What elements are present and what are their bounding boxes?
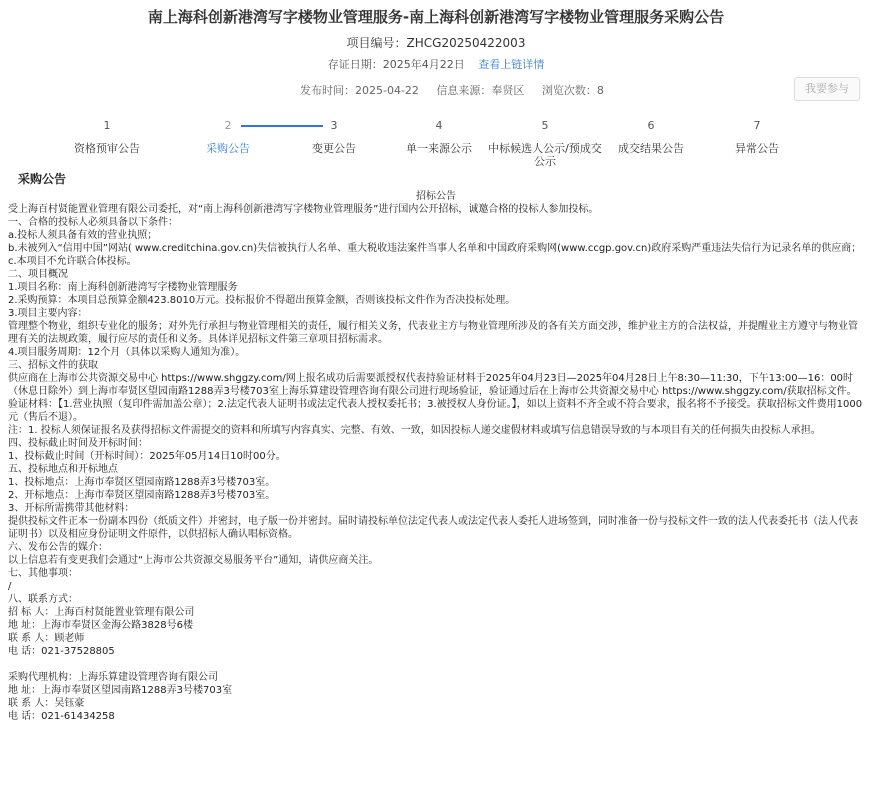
step-6[interactable]: [591, 118, 711, 155]
doc-line: 二、项目概况: [8, 269, 68, 280]
doc-line: 3.项目主要内容：: [8, 308, 88, 319]
doc-line: 1、投标截止时间（开标时间）：2025年05月14日10时00分。: [8, 451, 286, 462]
step-number: 3: [330, 119, 338, 132]
doc-line: 1.项目名称：南上海科创新港湾写字楼物业管理服务: [8, 282, 238, 293]
publish-time: 发布时间：2025-04-22: [300, 84, 419, 97]
step-7[interactable]: [697, 118, 817, 155]
doc-line: 1、投标地点：上海市奉贤区望园南路1288弄3号楼703室。: [8, 477, 276, 488]
step-label: 单一来源公示: [406, 142, 472, 155]
doc-line: [8, 658, 864, 671]
doc-line: 4.项目服务周期：12个月（具体以采购人通知为准）。: [8, 347, 246, 358]
view-count: 浏览次数：8: [541, 84, 604, 97]
doc-line: 供应商在上海市公共资源交易中心 https://www.shggzy.com/网上报名成功后需要派授权代表持验证材料于2025年04月23日—2025年04月28日上午8:30—11:30，下午13:00—16：00时（休息日除外）到上海市奉贤区望园南路1288弄3号楼703室上海乐算建设管理咨询有限公司进行现场验证，验证通过后在上海市公共资源交易中心 https://www.shggzy.com/获取招标文件。: [8, 373, 857, 397]
doc-line: a.投标人须具备有效的营业执照；: [8, 230, 158, 241]
doc-line: /: [8, 581, 12, 592]
doc-line: 八、联系方式：: [8, 594, 78, 605]
step-label: 异常公告: [735, 142, 779, 155]
doc-line: 三、招标文件的获取: [8, 360, 98, 371]
page-title: 南上海科创新港湾写字楼物业管理服务-南上海科创新港湾写字楼物业管理服务采购公告: [147, 8, 725, 26]
step-number: 5: [541, 119, 549, 132]
section-title: 采购公告: [18, 172, 67, 186]
doc-line: 一、合格的投标人必须具备以下条件：: [8, 217, 178, 228]
doc-line: 以上信息若有变更我们会通过“上海市公共资源交易服务平台”通知，请供应商关注。: [8, 555, 379, 566]
doc-line: 注：1. 投标人须保证报名及获得招标文件需提交的资料和所填写内容真实、完整、有效、一致，如因投标人递交虚假材料或填写信息错误导致的与本项目有关的任何损失由投标人承担。: [8, 425, 821, 436]
doc-line: 受上海百村贤能置业管理有限公司委托，对“南上海科创新港湾写字楼物业管理服务”进行国内公开招标，诚邀合格的投标人参加投标。: [8, 204, 599, 215]
doc-line: 采购代理机构：上海乐算建设管理咨询有限公司: [8, 672, 218, 683]
step-label: 采购公告: [206, 142, 250, 155]
doc-heading: 招标公告: [416, 191, 456, 202]
announcement-body: [8, 190, 864, 723]
step-number: 4: [435, 119, 443, 132]
doc-line: 2.采购预算：本项目总预算金额423.8010万元。投标报价不得超出预算金额，否则该投标文件作为否决投标处理。: [8, 295, 516, 306]
step-1[interactable]: [47, 118, 167, 155]
step-label: 成交结果公告: [618, 142, 684, 155]
step-3[interactable]: [274, 118, 394, 155]
doc-line: 联 系 人：顾老师: [8, 633, 85, 644]
step-label: 资格预审公告: [74, 142, 140, 155]
view-chain-details-link[interactable]: 查看上链详情: [478, 58, 545, 71]
project-number: 项目编号：ZHCG20250422003: [346, 36, 526, 50]
doc-line: 六、发布公告的媒介：: [8, 542, 108, 553]
doc-line: 2、开标地点：上海市奉贤区望园南路1288弄3号楼703室。: [8, 490, 276, 501]
step-number: 1: [103, 119, 111, 132]
doc-line: c.本项目不允许联合体投标。: [8, 256, 137, 267]
join-button[interactable]: 我要参与: [794, 77, 860, 101]
step-number: 2: [224, 119, 232, 132]
info-source: 信息来源：奉贤区: [436, 84, 525, 97]
doc-line: 四、投标截止时间及开标时间：: [8, 438, 148, 449]
doc-line: 地 址：上海市奉贤区金海公路3828号6楼: [8, 620, 193, 631]
step-4[interactable]: [379, 118, 499, 155]
doc-line: 3、开标所需携带其他材料：: [8, 503, 135, 514]
doc-line: 电 话：021-61434258: [8, 711, 115, 722]
step-5[interactable]: [485, 118, 605, 168]
doc-line: 管理整个物业，组织专业化的服务；对外先行承担与物业管理相关的责任，履行相关义务，代表业主方与物业管理所涉及的各有关方面交涉，维护业主方的合法权益，并提醒业主方遵守与物业管理有关的法规政策，履行应尽的责任和义务。具体详见招标文件第三章项目招标需求。: [8, 321, 858, 345]
step-label: 中标候选人公示/预成交公示: [488, 142, 602, 168]
doc-line: 验证材料：【1.营业执照（复印件需加盖公章）；2.法定代表人证明书或法定代表人授权委托书；3.被授权人身份证。】，如以上资料不齐全或不符合要求，报名将不予接受。获取招标文件费用1000元（售后不退）。: [8, 399, 863, 423]
doc-line: 招 标 人：上海百村贤能置业管理有限公司: [8, 607, 195, 618]
doc-line: 五、投标地点和开标地点: [8, 464, 118, 475]
meta-row: [300, 82, 618, 98]
doc-line: 七、其他事项：: [8, 568, 78, 579]
step-label: 变更公告: [312, 142, 356, 155]
doc-line: 联 系 人：吴钰豪: [8, 698, 85, 709]
doc-line: b.未被列入“信用中国”网站( www.creditchina.gov.cn)失信被执行人名单、重大税收违法案件当事人名单和中国政府采购网(www.ccgp.gov.cn)政府采购严重违法失信行为记录名单的供应商；: [8, 243, 862, 254]
doc-line: 电 话：021-37528805: [8, 646, 115, 657]
archive-row: [0, 56, 872, 72]
doc-line: 提供投标文件正本一份副本四份（纸质文件）并密封，电子版一份并密封。届时请投标单位法定代表人或法定代表人委托人进场签到，同时准备一份与投标文件一致的法人代表委托书（法人代表证明书）以及相应身份证明文件原件，以供招标人确认唱标资格。: [8, 516, 858, 540]
archive-date: 存证日期：2025年4月22日: [327, 58, 465, 71]
process-steps: [0, 118, 872, 170]
step-number: 6: [647, 119, 655, 132]
step-2[interactable]: [168, 118, 288, 155]
step-number: 7: [753, 119, 761, 132]
doc-line: 地 址：上海市奉贤区望园南路1288弄3号楼703室: [8, 685, 233, 696]
